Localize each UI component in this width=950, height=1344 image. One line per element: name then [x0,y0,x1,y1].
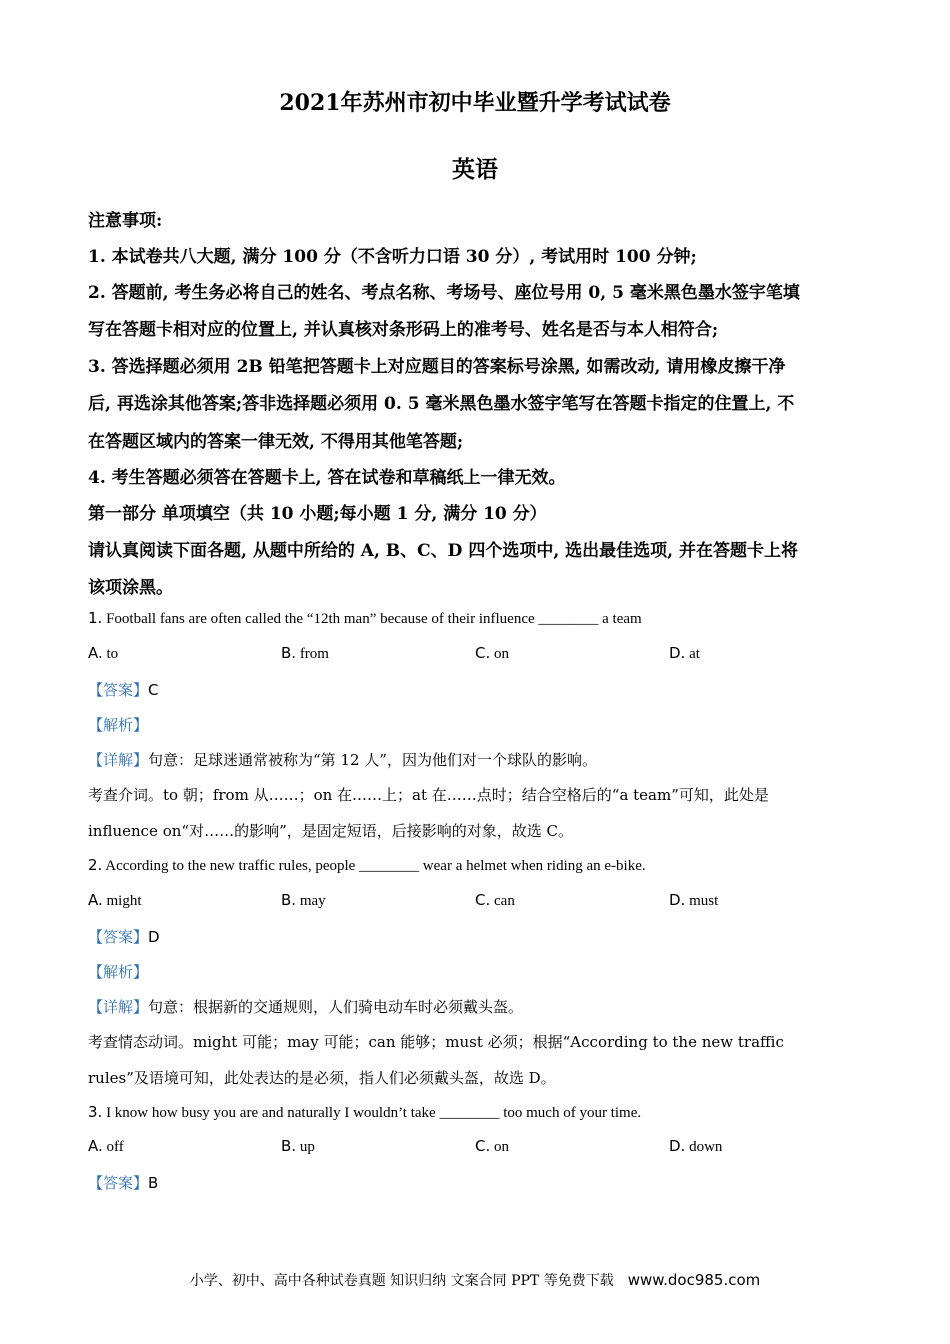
detail-label: 【详解】 [88,998,149,1016]
option-key: D. [669,644,686,662]
option-text: from [299,646,329,662]
detail-line [88,749,597,770]
explanation-line: rules”及语境可知，此处表达的是必须，指人们必须戴头盔，故选 D。 [88,1069,556,1087]
option-d [669,1137,722,1156]
question-number: 2. [88,856,103,874]
question-number: 1. [88,609,103,627]
instruction-line: 写在答题卡相对应的位置上, 并认真核对条形码上的准考号、姓名是否与本人相符合; [88,320,719,340]
instruction-line: 1. 本试卷共八大题, 满分 100 分（不含听力口语 30 分）, 考试用时 100 分钟; [88,247,697,267]
option-text: on [494,646,509,662]
analysis-label: 【解析】 [88,963,149,981]
section-direction: 请认真阅读下面各题, 从题中所给的 A, B、C、D 四个选项中, 选出最佳选项, 并在答题卡上将 [88,541,799,561]
option-text: down [689,1139,723,1155]
option-c [475,644,509,663]
instruction-line: 4. 考生答题必须答在答题卡上, 答在试卷和草稿纸上一律无效。 [88,468,566,488]
option-b [281,891,326,910]
option-key: A. [88,1137,103,1155]
answer-line [88,926,160,947]
option-key: A. [88,644,103,662]
detail-text: 句意：根据新的交通规则，人们骑电动车时必须戴头盔。 [148,998,524,1016]
footer-text: 小学、初中、高中各种试卷真题 知识归纳 文案合同 PPT 等免费下载 [189,1273,614,1289]
option-d [669,891,718,910]
answer-label: 【答案】 [88,928,149,946]
analysis-label: 【解析】 [88,716,149,734]
option-c [475,891,515,910]
instruction-line: 2. 答题前, 考生务必将自己的姓名、考点名称、考场号、座位号用 0, 5 毫米黑色墨水签宇笔填 [88,283,800,303]
option-key: B. [281,644,297,662]
option-key: B. [281,1137,297,1155]
option-key: D. [669,891,686,909]
section-title: 第一部分 单项填空（共 10 小题;每小题 1 分, 满分 10 分） [88,504,547,524]
footer-url[interactable]: www.doc985.com [627,1271,761,1289]
question-text: According to the new traffic rules, people ________ wear a helmet when riding an e-bike. [105,858,646,874]
answer-line [88,1172,158,1193]
detail-line [88,996,523,1017]
option-text: might [106,893,142,909]
question-3 [88,1103,641,1122]
exam-subject: 英语 [452,156,498,183]
option-text: up [299,1139,315,1155]
option-text: can [494,893,515,909]
option-key: C. [475,644,491,662]
detail-text: 句意：足球迷通常被称为“第 12 人”，因为他们对一个球队的影响。 [148,751,597,769]
question-number: 3. [88,1103,103,1121]
instruction-line: 后, 再选涂其他答案;答非选择题必须用 0. 5 毫米黑色墨水签宇笔写在答题卡指定的住置上, 不 [88,394,795,414]
option-a [88,644,118,663]
option-key: C. [475,891,491,909]
instruction-line: 在答题区域内的答案一律无效, 不得用其他笔答题; [88,432,464,452]
page-footer [0,1270,950,1290]
option-text: on [494,1139,509,1155]
option-c [475,1137,509,1156]
explanation-line: 考查情态动词。might 可能；may 可能；can 能够；must 必须；根据“According to the new traffic [88,1033,784,1051]
instructions-heading: 注意事项: [88,211,163,231]
option-text: at [689,646,700,662]
option-key: B. [281,891,297,909]
option-text: may [299,893,326,909]
answer-value: D [148,928,160,946]
option-a [88,1137,124,1156]
question-text: I know how busy you are and naturally I wouldn’t take ________ too much of your time. [106,1105,642,1121]
explanation-line: influence on“对……的影响”，是固定短语，后接影响的对象，故选 C。 [88,822,573,840]
answer-value: B [148,1174,159,1192]
answer-label: 【答案】 [88,1174,149,1192]
question-1 [88,609,642,628]
option-text: must [689,893,719,909]
answer-line [88,679,159,700]
option-key: A. [88,891,103,909]
exam-title: 2021年苏州市初中毕业暨升学考试试卷 [279,90,671,116]
option-key: C. [475,1137,491,1155]
detail-label: 【详解】 [88,751,149,769]
option-text: off [106,1139,124,1155]
option-d [669,644,700,663]
section-direction: 该项涂黑。 [88,578,173,598]
option-text: to [106,646,119,662]
option-b [281,644,329,663]
question-2 [88,856,646,875]
option-a [88,891,142,910]
option-b [281,1137,315,1156]
answer-label: 【答案】 [88,681,149,699]
explanation-line: 考查介词。to 朝；from 从……；on 在……上；at 在……点时；结合空格后的“a team”可知，此处是 [88,786,769,804]
instruction-line: 3. 答选择题必须用 2B 铅笔把答题卡上对应题目的答案标号涂黑, 如需改动, 请用橡皮擦干净 [88,357,786,377]
question-text: Football fans are often called the “12th man” because of their influence ________ a team [106,611,642,627]
answer-value: C [148,681,159,699]
option-key: D. [669,1137,686,1155]
